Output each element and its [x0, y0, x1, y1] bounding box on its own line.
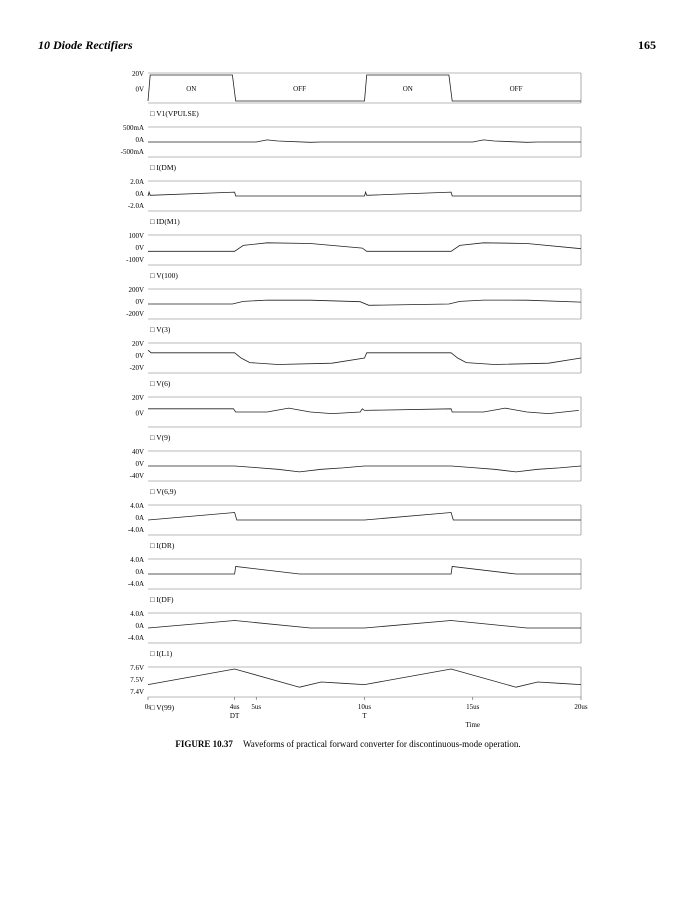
- trace-legend: □ V(6,9): [150, 487, 177, 496]
- waveform-v-3-: [148, 300, 581, 305]
- x-tick-label: 20us: [574, 703, 588, 711]
- y-tick-label: 7.4V: [130, 688, 144, 696]
- y-tick-label: -40V: [129, 472, 144, 480]
- y-tick-label: -4.0A: [127, 634, 144, 642]
- y-tick-label: -4.0A: [127, 526, 144, 534]
- trace-legend: □ V(9): [150, 433, 171, 442]
- y-tick-label: 40V: [131, 448, 144, 456]
- waveform-i-df-: [148, 567, 581, 575]
- phase-label: OFF: [293, 85, 306, 93]
- y-tick-label: 0A: [135, 568, 144, 576]
- y-tick-label: 4.0A: [130, 556, 144, 564]
- figure-caption-text: Waveforms of practical forward converter for discontinuous-mode operation.: [242, 739, 521, 749]
- y-tick-label: 7.6V: [130, 664, 144, 672]
- phase-label: ON: [402, 85, 413, 93]
- trace-legend: □ I(L1): [150, 649, 173, 658]
- y-tick-label: 0A: [135, 190, 144, 198]
- trace-legend: □ I(DF): [150, 595, 174, 604]
- y-tick-label: 0V: [135, 244, 144, 252]
- waveform-v-99-: [148, 669, 581, 687]
- figure-caption: [0, 739, 696, 749]
- running-head: 10 Diode Rectifiers: [38, 38, 133, 52]
- trace-legend: □ V(6): [150, 379, 171, 388]
- waveform-i-l1-: [148, 621, 581, 629]
- x-mark-label: DT: [229, 712, 240, 720]
- y-tick-label: 20V: [131, 340, 144, 348]
- y-tick-label: 0V: [135, 298, 144, 306]
- trace-legend: □ ID(M1): [150, 217, 180, 226]
- trace-legend: □ V(99): [150, 703, 175, 712]
- y-tick-label: 20V: [131, 394, 144, 402]
- y-tick-label: 100V: [128, 232, 144, 240]
- y-tick-label: 0V: [135, 352, 144, 360]
- trace-legend: □ V1(VPULSE): [150, 109, 199, 118]
- y-tick-label: 200V: [128, 286, 144, 294]
- y-tick-label: 0A: [135, 136, 144, 144]
- x-tick-label: 4us: [229, 703, 240, 711]
- x-tick-label: 15us: [466, 703, 480, 711]
- y-tick-label: 0V: [135, 460, 144, 468]
- y-tick-label: 7.5V: [130, 676, 144, 684]
- y-tick-label: 20V: [131, 70, 144, 78]
- waveform-v-6-9-: [148, 466, 581, 472]
- x-tick-label: 5us: [251, 703, 262, 711]
- waveform-v-100-: [148, 243, 581, 252]
- y-tick-label: -2.0A: [127, 202, 144, 210]
- x-mark-label: T: [362, 712, 367, 720]
- phase-label: ON: [186, 85, 197, 93]
- waveform-i-dr-: [148, 513, 581, 521]
- y-tick-label: 2.0A: [130, 178, 144, 186]
- trace-legend: □ I(DM): [150, 163, 176, 172]
- y-tick-label: -4.0A: [127, 580, 144, 588]
- phase-label: OFF: [509, 85, 523, 93]
- x-tick-label: 0s: [144, 703, 152, 711]
- y-tick-label: -200V: [126, 310, 144, 318]
- waveform-v-9-: [148, 408, 579, 414]
- y-tick-label: 4.0A: [130, 502, 144, 510]
- waveform-id-m1-: [148, 192, 581, 196]
- y-tick-label: 4.0A: [130, 610, 144, 618]
- y-tick-label: -500mA: [120, 148, 144, 156]
- y-tick-label: 0A: [135, 514, 144, 522]
- waveform-i-dm-: [148, 140, 581, 142]
- y-tick-label: -20V: [129, 364, 144, 372]
- y-tick-label: 500mA: [123, 124, 144, 132]
- trace-legend: □ I(DR): [150, 541, 175, 550]
- y-tick-label: 0V: [135, 85, 144, 94]
- trace-legend: □ V(100): [150, 271, 178, 280]
- y-tick-label: 0V: [135, 409, 144, 418]
- x-tick-label: 10us: [357, 703, 372, 711]
- trace-legend: □ V(3): [150, 325, 171, 334]
- waveform-v-6-: [148, 350, 581, 364]
- x-axis-title: Time: [465, 721, 481, 729]
- figure-label: FIGURE 10.37: [175, 739, 233, 749]
- y-tick-label: 0A: [135, 622, 144, 630]
- page-number: 165: [638, 38, 656, 52]
- y-tick-label: -100V: [126, 256, 144, 264]
